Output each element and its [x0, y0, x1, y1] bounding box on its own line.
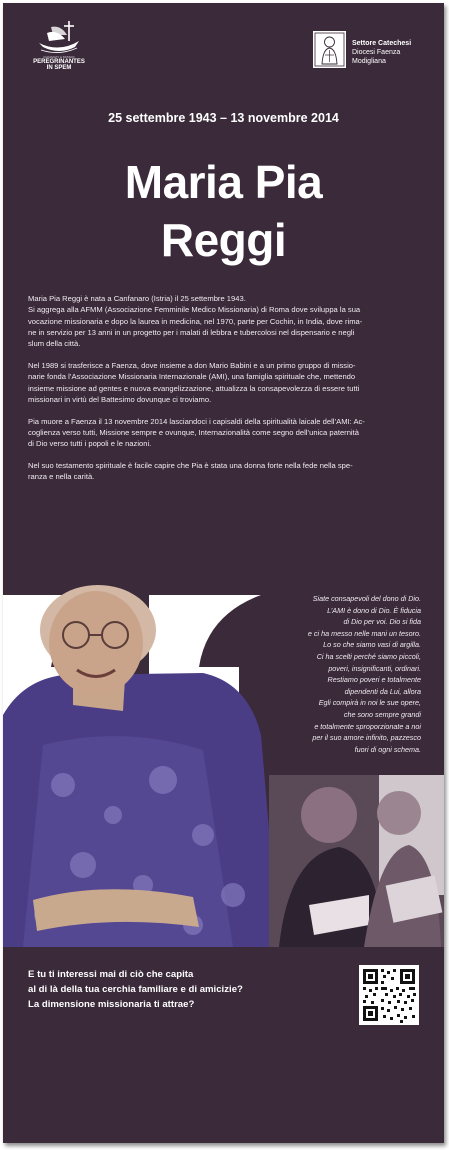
closing-question	[28, 967, 243, 1012]
title-line2: Reggi	[160, 214, 287, 266]
life-dates: 25 settembre 1943 – 13 novembre 2014	[108, 111, 339, 125]
peregrinantes-logo	[29, 19, 89, 85]
quote-line: di Dio per voi. Dio si fida	[343, 617, 421, 627]
photo-section	[3, 575, 444, 947]
bio-line: ne in servizio per 13 anni in un progetto per i malati di lebbra e tubercolosi nel dispensario e negli	[28, 327, 355, 337]
question-line: al di là della tua cerchia familiare e di amicizie?	[28, 984, 243, 995]
org-line3: Modigliana	[352, 58, 386, 65]
bio-line: Maria Pia Reggi è nata a Canfanaro (Istria) il 25 settembre 1943.	[28, 294, 246, 303]
quote-line: Restiamo poveri e totalmente	[327, 675, 421, 685]
quote-line: e ci ha messo nelle mani un tesoro.	[307, 628, 421, 638]
qr-code-icon[interactable]	[359, 965, 419, 1025]
bio-line: slum della città.	[28, 339, 81, 349]
bio-line: Nel 1989 si trasferisce a Faenza, dove insieme a don Mario Babini e a un primo gruppo di missio-	[28, 360, 356, 370]
diocese-seal-icon	[313, 31, 346, 68]
quote-line: dipendenti da Lui, allora	[344, 686, 421, 696]
quote-line: Egli compirà in noi le sue opere,	[318, 698, 421, 708]
ship-cross-logo-icon	[35, 19, 83, 55]
question-line: La dimensione missionaria ti attrae?	[28, 999, 195, 1010]
bio-paragraph	[28, 293, 430, 349]
logo-small-text: CHIAMATI A MISSIO	[43, 55, 75, 59]
quote-line: fuori di ogni schema.	[354, 744, 421, 754]
quote-text	[263, 593, 421, 755]
bio-paragraph	[28, 416, 430, 450]
group-photo	[269, 775, 444, 947]
logo-name-line1: PEREGRINANTES	[33, 59, 85, 65]
quote-line: Lo so che siamo vasi di argilla.	[323, 640, 421, 650]
bio-line: ranza e nella carità.	[28, 472, 95, 482]
page-title	[3, 153, 444, 269]
bio-paragraph	[28, 460, 430, 483]
quote-line: poveri, insignificanti, ordinari.	[328, 663, 421, 673]
bio-line: narie fonda l’Associazione Missionaria Internazionale (AMI), una famiglia spirituale che, mettendo	[28, 372, 356, 382]
quote-line: Siate consapevoli del dono di Dio.	[312, 594, 421, 603]
bio-line: missionari in virtù del Battesimo dovunque ci troviamo.	[28, 394, 212, 404]
bio-line: coglienza verso tutti, Missione sempre e ovunque, Internazionalità come segno dell’unica paternità	[28, 427, 359, 437]
bio-line: Nel suo testamento spirituale è facile capire che Pia è stata una donna forte nella fede nella spe-	[28, 461, 353, 471]
biography	[28, 293, 430, 493]
logo-name-line2: IN SPEM	[46, 65, 72, 71]
org-title: Settore Catechesi	[352, 40, 412, 47]
bio-line: Si aggrega alla AFMM (Associazione Femminile Medico Missionaria) di Roma dove sviluppa la sua	[28, 305, 361, 315]
quote-line: L’AMI è dono di Dio. È fiducia	[327, 605, 421, 615]
bio-paragraph	[28, 360, 430, 405]
catechesi-logo	[313, 31, 435, 71]
org-line2: Diocesi Faenza	[352, 49, 401, 56]
quote-line: per il suo amore infinito, pazzesco	[312, 733, 421, 743]
bio-line: Pia muore a Faenza il 13 novembre 2014 lasciandoci i capisaldi della spiritualità laicale dell’AMI: Ac-	[28, 416, 365, 426]
bio-line: vocazione missionaria e dopo la laurea in medicina, nel 1970, parte per Cochin, in India, dove rima-	[28, 316, 363, 326]
portrait-photo	[3, 575, 279, 947]
question-line: E tu ti interessi mai di ciò che capita	[28, 969, 194, 980]
quote-line: Ci ha scelti perché siamo piccoli,	[316, 651, 421, 661]
title-line1: Maria Pia	[124, 156, 323, 208]
quote-line: che sono sempre grandi	[343, 709, 421, 719]
bio-line: insieme missione ad gentes e nuova evangelizzazione, attualizza la consapevolezza di essere tutti	[28, 383, 360, 393]
poster	[3, 3, 444, 1143]
quote-line: e totalmente sproporzionate a noi	[314, 721, 421, 731]
bio-line: di Dio verso tutti i popoli e le nazioni.	[28, 439, 152, 449]
